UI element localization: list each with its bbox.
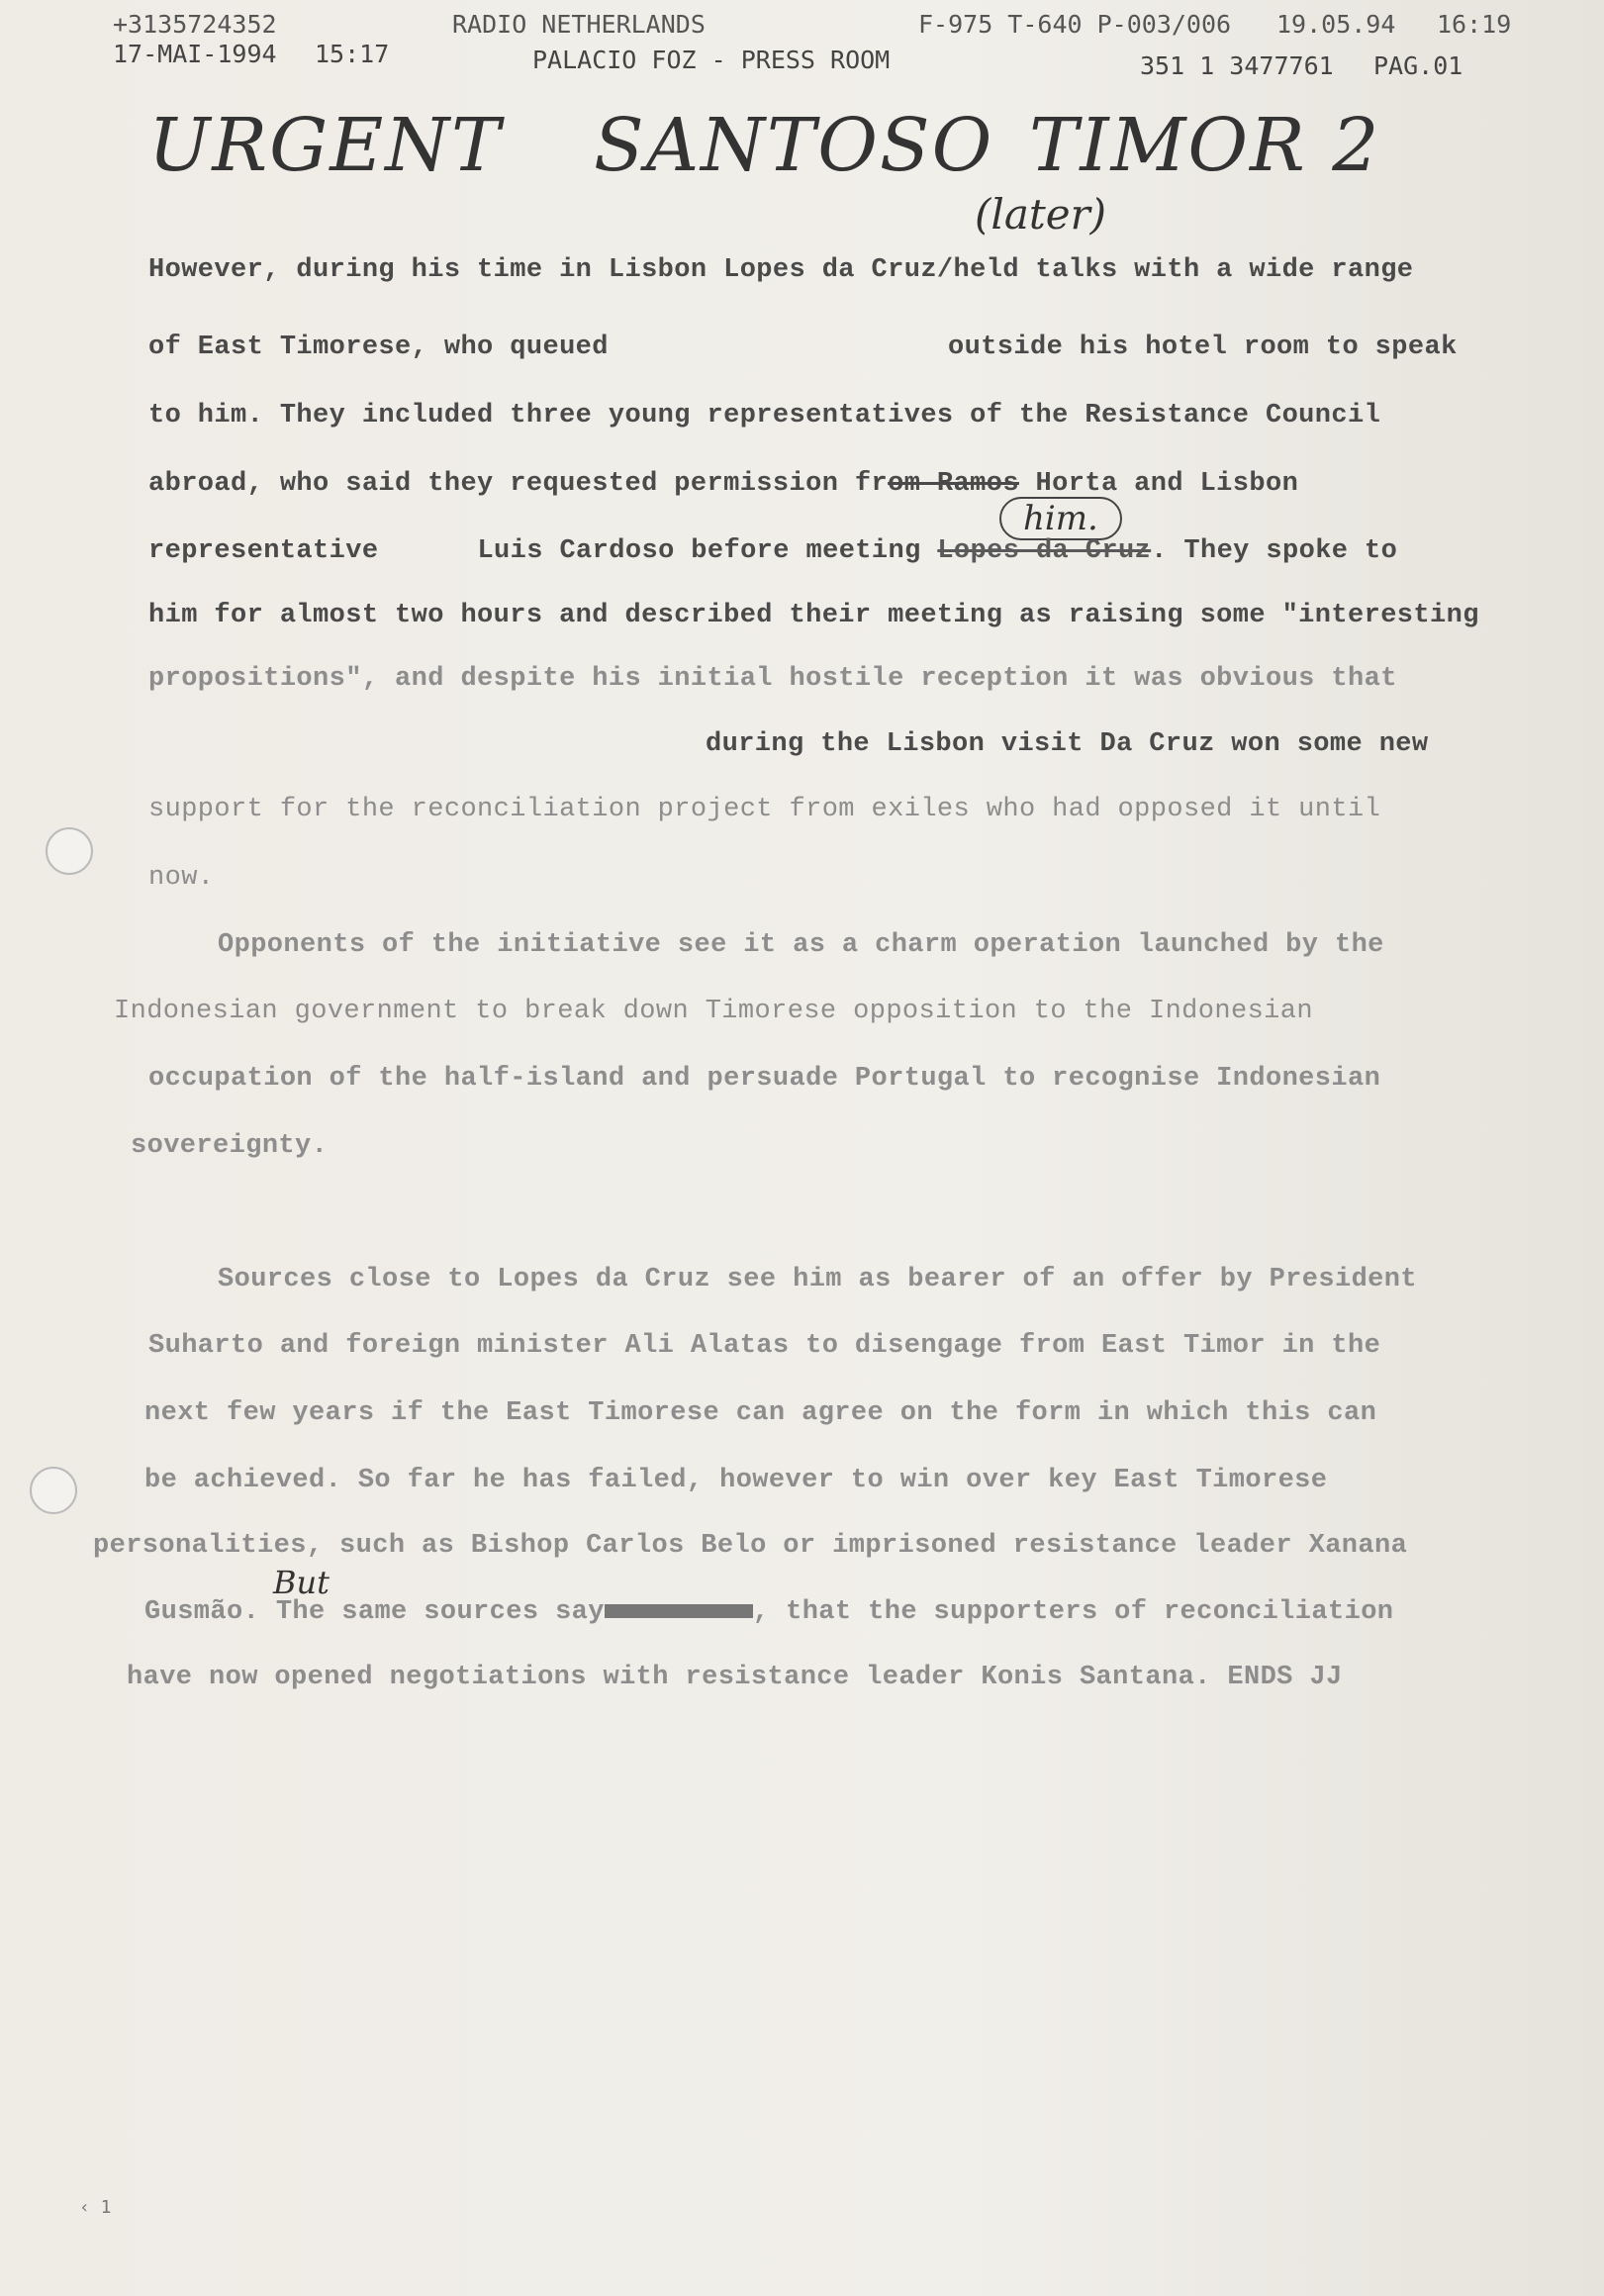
text-line: be achieved. So far he has failed, however to win over key East Timorese [144,1466,1328,1495]
text-line: next few years if the East Timorese can agree on the form in which this can [144,1398,1377,1428]
text-line: have now opened negotiations with resistance leader Konis Santana. ENDS JJ [127,1663,1343,1692]
fax-phone: +3135724352 [113,10,277,39]
text-line: However, during his time in Lisbon Lopes da Cruz/held talks with a wide range [148,255,1414,285]
text-line: of East Timorese, who queued [148,333,609,362]
text-line: during the Lisbon visit Da Cruz won some new [706,729,1429,759]
text-line: occupation of the half-island and persuade Portugal to recognise Indonesian [148,1064,1381,1094]
text-line: to him. They included three young representatives of the Resistance Council [148,401,1381,430]
fax-page-number: PAG.01 [1373,51,1463,80]
text-line: outside his hotel room to speak [948,333,1458,362]
text-line: Opponents of the initiative see it as a charm operation launched by the [218,930,1384,960]
text-line: representative Luis Cardoso before meeting Lopes da Cruz. They spoke to [148,536,1398,566]
punch-hole [46,827,93,875]
fax-time-sent: 15:17 [315,40,390,68]
annotation-him: him. [999,497,1122,540]
handwritten-timor: TIMOR 2 [1029,103,1381,188]
text-line: Suharto and foreign minister Ali Alatas to disengage from East Timor in the [148,1331,1381,1361]
text-line: now. [148,863,215,893]
text-line: propositions", and despite his initial hostile reception it was obvious that [148,664,1397,694]
text-line: Gusmão. The same sources say , that the supporters of reconciliation [144,1597,1394,1627]
handwritten-urgent: URGENT [148,103,503,188]
annotation-but: But [273,1564,330,1601]
text-line: him for almost two hours and described their meeting as raising some "interesting [148,601,1479,630]
annotation-later: (later) [975,190,1107,239]
footer-mark: ‹ 1 [79,2197,112,2218]
fax-sender: RADIO NETHERLANDS [452,10,706,39]
text-line: abroad, who said they requested permission from Ramos Horta and Lisbon [148,469,1299,499]
fax-time-received: 16:19 [1437,10,1512,39]
text-line: personalities, such as Bishop Carlos Belo or imprisoned resistance leader Xanana [93,1531,1408,1561]
fax-number: 351 1 3477761 [1140,51,1334,80]
fax-date-sent: 17-MAI-1994 [113,40,277,68]
text-line: Indonesian government to break down Timorese opposition to the Indonesian [114,997,1313,1026]
punch-hole [30,1467,77,1514]
fax-location: PALACIO FOZ - PRESS ROOM [532,46,891,74]
fax-date-received: 19.05.94 [1276,10,1396,39]
handwritten-santoso: SANTOSO [594,103,994,188]
fax-transmission: F-975 T-640 P-003/006 [918,10,1232,39]
text-line: support for the reconciliation project from exiles who had opposed it until [148,795,1381,824]
text-line: Sources close to Lopes da Cruz see him as bearer of an offer by President [218,1265,1417,1294]
text-line: sovereignty. [131,1131,329,1161]
